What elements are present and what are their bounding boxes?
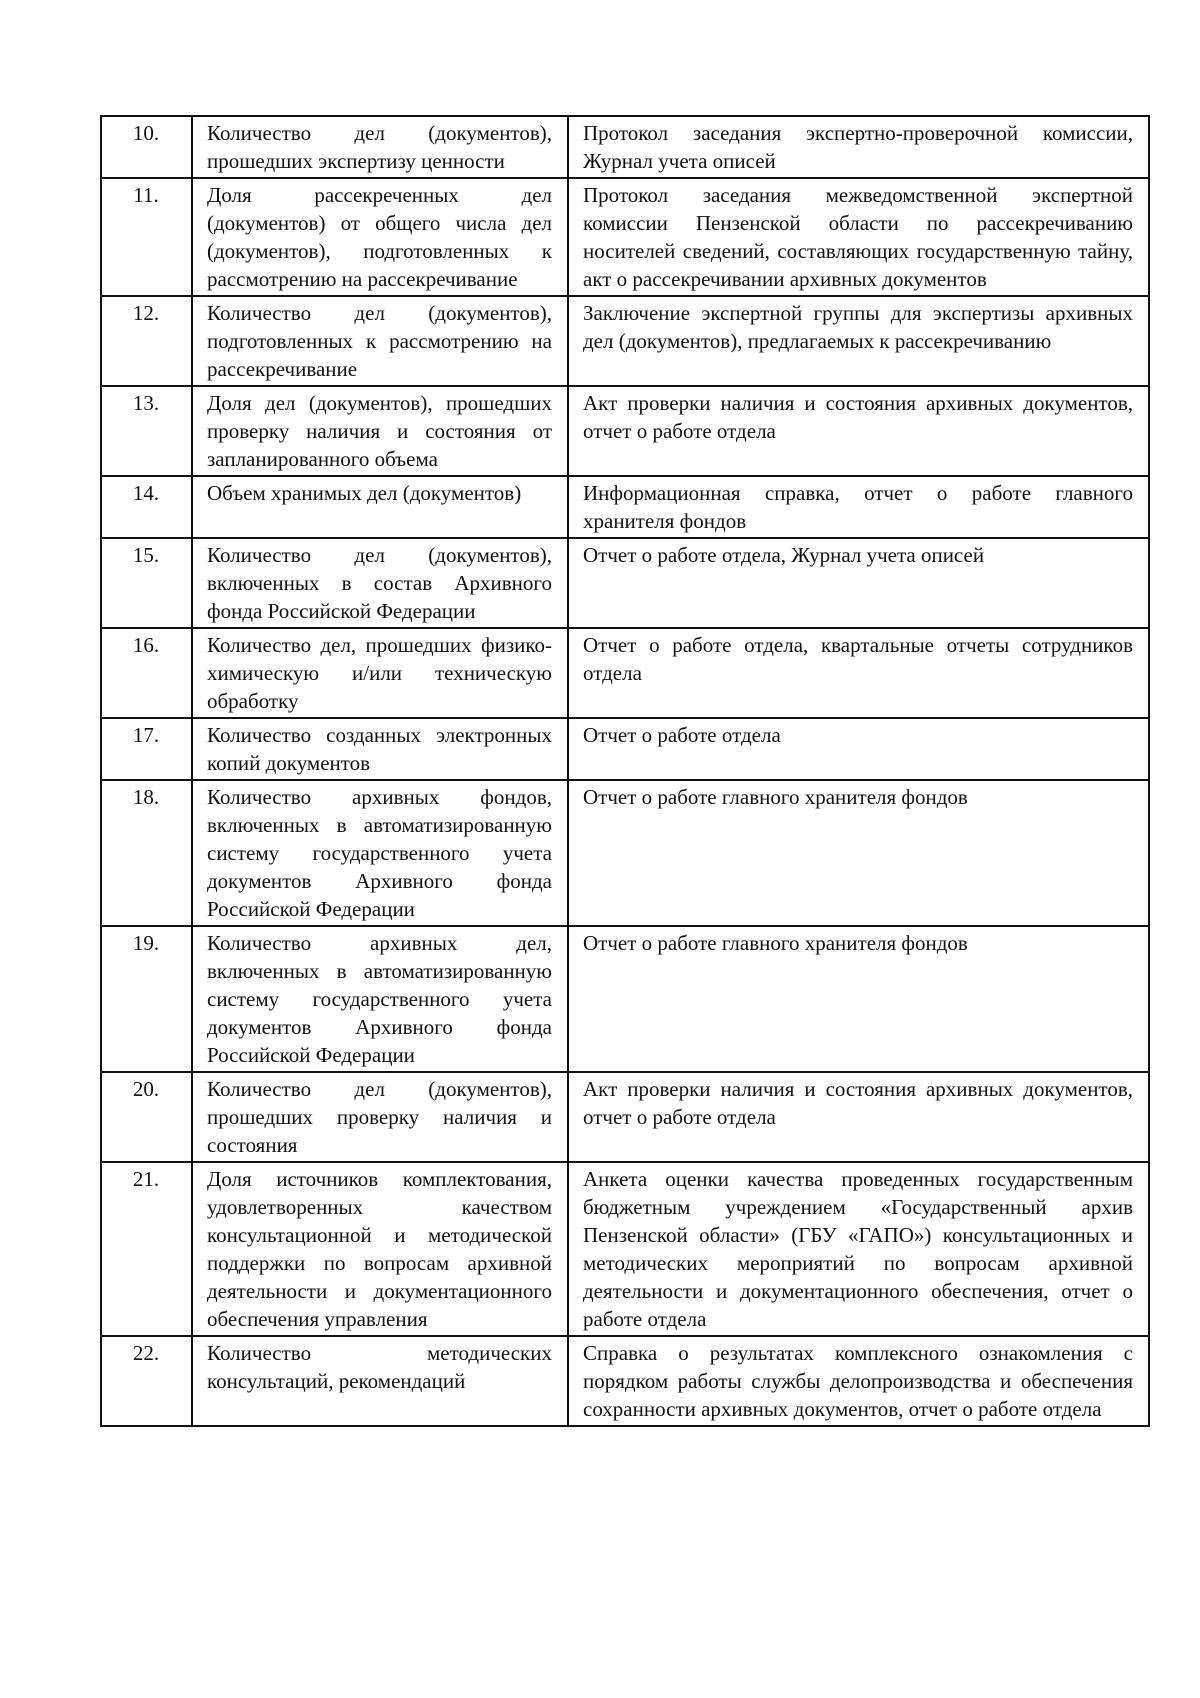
indicator-cell: Количество методических консультаций, рекомендаций [192,1336,568,1426]
row-number: 20. [101,1072,192,1162]
row-number: 13. [101,386,192,476]
table-row [101,178,1149,296]
row-number: 11. [101,178,192,296]
indicator-cell: Количество дел (документов), прошедших проверку наличия и состояния [192,1072,568,1162]
table-row [101,718,1149,780]
indicator-cell: Доля дел (документов), прошедших проверку наличия и состояния от запланированного объема [192,386,568,476]
row-number: 10. [101,116,192,178]
table-row [101,538,1149,628]
source-cell: Отчет о работе отдела, Журнал учета описей [568,538,1149,628]
table-row [101,628,1149,718]
row-number: 15. [101,538,192,628]
source-cell: Справка о результатах комплексного ознакомления с порядком работы службы делопроизводства и обеспечения сохранности архивных документов, отчет о работе отдела [568,1336,1149,1426]
row-number: 17. [101,718,192,780]
table-row [101,296,1149,386]
table-row [101,386,1149,476]
table-row [101,926,1149,1072]
indicator-cell: Количество дел (документов), подготовленных к рассмотрению на рассекречивание [192,296,568,386]
table-row [101,1072,1149,1162]
row-number: 12. [101,296,192,386]
document-page [100,115,1150,1427]
source-cell: Отчет о работе главного хранителя фондов [568,780,1149,926]
row-number: 22. [101,1336,192,1426]
table-row [101,1336,1149,1426]
indicator-cell: Количество дел (документов), прошедших экспертизу ценности [192,116,568,178]
indicator-cell: Объем хранимых дел (документов) [192,476,568,538]
indicators-table [100,115,1150,1427]
indicator-cell: Доля источников комплектования, удовлетворенных качеством консультационной и методической поддержки по вопросам архивной деятельности и документационного обеспечения управления [192,1162,568,1336]
table-row [101,476,1149,538]
indicator-cell: Количество дел (документов), включенных в состав Архивного фонда Российской Федерации [192,538,568,628]
source-cell: Протокол заседания экспертно-проверочной комиссии, Журнал учета описей [568,116,1149,178]
table-row [101,1162,1149,1336]
indicator-cell: Количество архивных фондов, включенных в автоматизированную систему государственного учета документов Архивного фонда Российской Федерации [192,780,568,926]
indicator-cell: Доля рассекреченных дел (документов) от общего числа дел (документов), подготовленных к рассмотрению на рассекречивание [192,178,568,296]
row-number: 18. [101,780,192,926]
row-number: 19. [101,926,192,1072]
table-row [101,780,1149,926]
source-cell: Акт проверки наличия и состояния архивных документов, отчет о работе отдела [568,1072,1149,1162]
source-cell: Заключение экспертной группы для экспертизы архивных дел (документов), предлагаемых к рассекречиванию [568,296,1149,386]
source-cell: Анкета оценки качества проведенных государственным бюджетным учреждением «Государственный архив Пензенской области» (ГБУ «ГАПО») консультационных и методических мероприятий по вопросам архивной деятельности и документационного обеспечения, отчет о работе отдела [568,1162,1149,1336]
row-number: 14. [101,476,192,538]
indicator-cell: Количество созданных электронных копий документов [192,718,568,780]
source-cell: Отчет о работе отдела, квартальные отчеты сотрудников отдела [568,628,1149,718]
indicator-cell: Количество дел, прошедших физико-химическую и/или техническую обработку [192,628,568,718]
source-cell: Отчет о работе главного хранителя фондов [568,926,1149,1072]
row-number: 21. [101,1162,192,1336]
indicator-cell: Количество архивных дел, включенных в автоматизированную систему государственного учета документов Архивного фонда Российской Федерации [192,926,568,1072]
table-row [101,116,1149,178]
source-cell: Протокол заседания межведомственной экспертной комиссии Пензенской области по рассекречиванию носителей сведений, составляющих государственную тайну, акт о рассекречивании архивных документов [568,178,1149,296]
row-number: 16. [101,628,192,718]
source-cell: Акт проверки наличия и состояния архивных документов, отчет о работе отдела [568,386,1149,476]
source-cell: Информационная справка, отчет о работе главного хранителя фондов [568,476,1149,538]
source-cell: Отчет о работе отдела [568,718,1149,780]
